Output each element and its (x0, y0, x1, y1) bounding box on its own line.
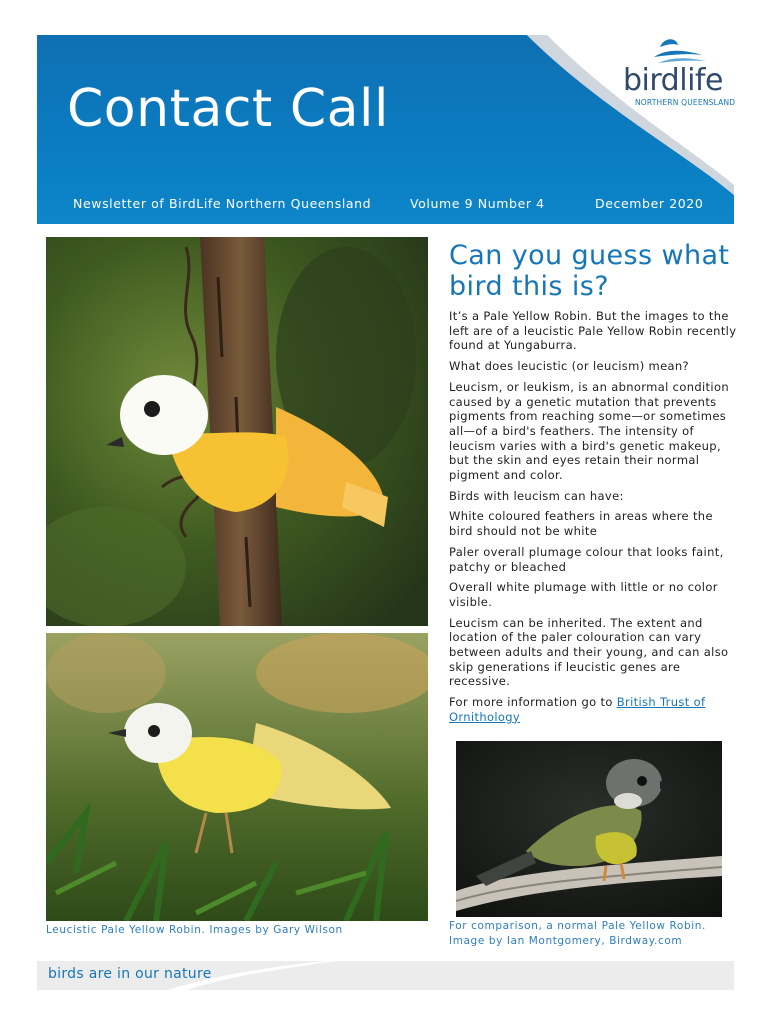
article-paragraph: Birds with leucism can have: (449, 488, 624, 503)
article-list-item: Paler overall plumage colour that looks faint, patchy or bleached (449, 544, 724, 574)
left-photo-caption: Leucistic Pale Yellow Robin. Images by Gary Wilson (46, 924, 343, 936)
more-info-text: For more information go to (449, 695, 617, 710)
article-list-item: White coloured feathers in areas where the bird should not be white (449, 509, 713, 539)
article-heading: Can you guess what bird this is? (449, 240, 730, 302)
article-paragraph: Leucism can be inherited. The extent and location of the paler colouration can vary between adults and their young, and can also skip generations if leucistic genes are recessive. (449, 615, 729, 689)
article-paragraph: What does leucistic (or leucism) mean? (449, 359, 690, 374)
logo-wordmark: birdlife (623, 63, 723, 98)
issue-date: December 2020 (595, 196, 704, 211)
logo-region: NORTHERN QUEENSLAND (635, 98, 736, 107)
leucistic-robin-photo-1 (46, 237, 428, 626)
article-list-item: Overall white plumage with little or no color visible. (449, 580, 718, 609)
british-trust-link[interactable]: British Trust of Ornithology (449, 695, 706, 724)
article (449, 240, 739, 731)
footer-tagline: birds are in our nature (48, 966, 212, 982)
normal-robin-photo (456, 741, 722, 917)
right-caption-line-2: Image by Ian Montgomery, Birdway.com (449, 935, 683, 947)
article-paragraph: It’s a Pale Yellow Robin. But the images to the left are of a leucistic Pale Yellow Robin recently found at Yungaburra. (449, 309, 737, 353)
article-paragraph: Leucism, or leukism, is an abnormal condition caused by a genetic mutation that prevents pigments from reaching some—or sometimes all—of a bird's feathers. The intensity of leucism varies with a bird's genetic makeup, but the skin and eyes retain their normal pigment and color. (449, 379, 729, 483)
leucistic-robin-photo-2 (46, 633, 428, 921)
footer-band (37, 961, 734, 990)
right-photo-caption (449, 919, 706, 949)
newsletter-subtitle: Newsletter of BirdLife Northern Queensland (73, 196, 372, 211)
newsletter-title: Contact Call (67, 79, 389, 139)
right-caption-line-1: For comparison, a normal Pale Yellow Robin. (449, 920, 706, 932)
volume-number: Volume 9 Number 4 (410, 196, 545, 211)
more-info-paragraph (449, 695, 739, 724)
